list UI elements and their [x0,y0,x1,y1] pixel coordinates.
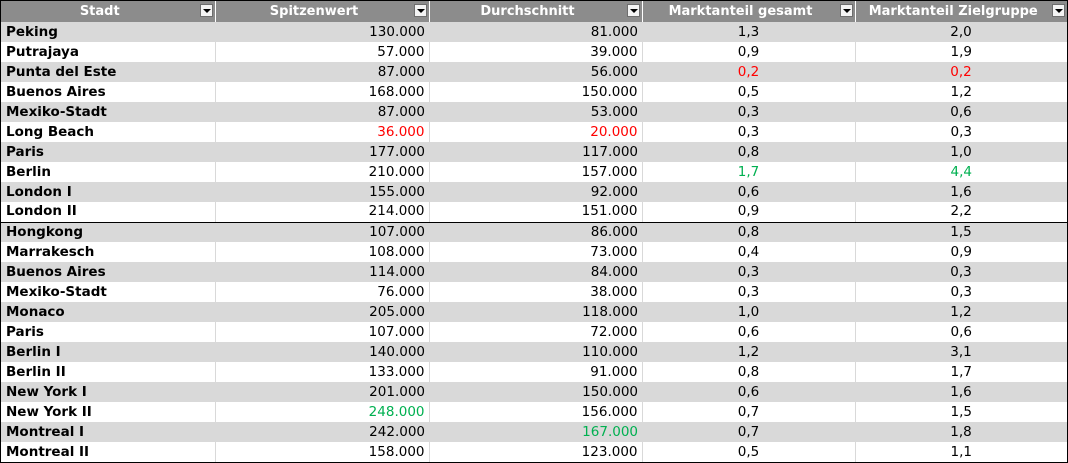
cell-marktanteil-gesamt[interactable]: 1,3 [737,23,760,40]
cell-marktanteil-gesamt[interactable]: 0,9 [642,42,855,62]
cell-durchschnitt[interactable]: 167.000 [582,423,638,440]
table-row [1,322,1067,342]
cell-spitzenwert[interactable]: 114.000 [369,263,425,280]
cell-stadt[interactable]: Long Beach [1,122,215,142]
cell-marktanteil-zielgruppe[interactable]: 0,9 [950,243,972,260]
table-row [1,302,1067,322]
cell-marktanteil-zielgruppe[interactable]: 1,8 [950,423,972,440]
cell-durchschnitt[interactable]: 38.000 [429,282,642,302]
cell-spitzenwert[interactable]: 155.000 [369,183,425,200]
table-row [1,42,1067,62]
filter-dropdown-icon[interactable] [627,4,640,17]
table-row [1,442,1067,462]
cell-stadt[interactable]: Marrakesch [1,242,215,262]
cell-durchschnitt[interactable]: 117.000 [582,143,638,160]
column-header-label: Stadt [79,4,120,19]
cell-durchschnitt[interactable]: 157.000 [429,162,642,182]
cell-marktanteil-gesamt[interactable]: 0,7 [642,402,855,422]
cell-marktanteil-gesamt[interactable]: 1,2 [737,343,760,360]
table-row [1,382,1067,402]
table-row [1,62,1067,82]
cell-stadt[interactable]: Montreal I [6,423,85,440]
cell-marktanteil-zielgruppe[interactable]: 2,2 [855,202,1067,222]
column-header-label: Spitzenwert [269,4,359,19]
table-row [1,22,1067,42]
cell-stadt[interactable]: London I [6,183,72,200]
table-row [1,362,1067,382]
cell-durchschnitt[interactable]: 81.000 [590,23,638,40]
cell-spitzenwert[interactable]: 205.000 [369,303,425,320]
cell-durchschnitt[interactable]: 20.000 [429,122,642,142]
table-row [1,142,1067,162]
cell-marktanteil-zielgruppe[interactable]: 0,3 [950,123,972,140]
column-header-label: Marktanteil Zielgruppe [868,4,1038,19]
column-header-marktanteil-zielgruppe [855,1,1067,22]
cell-stadt[interactable]: New York I [6,383,87,400]
filter-dropdown-icon[interactable] [840,4,853,17]
cell-spitzenwert[interactable]: 36.000 [215,122,429,142]
cell-stadt[interactable]: Mexiko-Stadt [1,282,215,302]
cell-marktanteil-zielgruppe[interactable]: 4,4 [950,163,972,180]
cell-durchschnitt[interactable]: 91.000 [429,362,642,382]
table-header [1,1,1067,22]
cell-marktanteil-gesamt[interactable]: 0,5 [642,82,855,102]
cell-spitzenwert[interactable]: 76.000 [215,282,429,302]
cell-stadt[interactable]: Peking [6,23,58,40]
cell-spitzenwert[interactable]: 248.000 [215,402,429,422]
cell-durchschnitt[interactable]: 123.000 [429,442,642,462]
table-row [1,82,1067,102]
cell-durchschnitt[interactable]: 56.000 [590,63,638,80]
column-header-spitzenwert [215,1,429,22]
table-row [1,342,1067,362]
cell-spitzenwert[interactable]: 214.000 [215,202,429,222]
table-row [1,422,1067,442]
cell-marktanteil-gesamt[interactable]: 1,0 [737,303,760,320]
cell-marktanteil-zielgruppe[interactable]: 2,0 [950,23,972,40]
cell-marktanteil-zielgruppe[interactable]: 1,7 [950,363,972,380]
cell-marktanteil-gesamt[interactable]: 0,6 [737,383,760,400]
cell-spitzenwert[interactable]: 108.000 [215,242,429,262]
table-row [1,122,1067,142]
cell-spitzenwert[interactable]: 210.000 [215,162,429,182]
cell-marktanteil-gesamt[interactable]: 0,8 [737,143,760,160]
cell-stadt[interactable]: Berlin [1,162,215,182]
cell-durchschnitt[interactable]: 92.000 [590,183,638,200]
cell-marktanteil-gesamt[interactable]: 0,3 [642,282,855,302]
table-row [1,282,1067,302]
cell-marktanteil-zielgruppe[interactable]: 1,5 [950,223,972,240]
cell-marktanteil-gesamt[interactable]: 0,5 [642,442,855,462]
cell-marktanteil-gesamt[interactable]: 0,8 [642,362,855,382]
cell-durchschnitt[interactable]: 72.000 [429,322,642,342]
cell-marktanteil-gesamt[interactable]: 0,6 [737,183,760,200]
cell-stadt[interactable]: Punta del Este [6,63,117,80]
cell-marktanteil-zielgruppe[interactable]: 1,2 [950,303,972,320]
cell-marktanteil-zielgruppe[interactable]: 1,5 [950,403,972,420]
cell-spitzenwert[interactable]: 168.000 [215,82,429,102]
cell-spitzenwert[interactable]: 130.000 [369,23,425,40]
cell-stadt[interactable]: Berlin I [6,343,61,360]
cell-durchschnitt[interactable]: 53.000 [590,103,638,120]
table-row [1,162,1067,182]
cell-durchschnitt[interactable]: 151.000 [429,202,642,222]
filter-dropdown-icon[interactable] [1052,4,1065,17]
cell-stadt[interactable]: Berlin II [1,362,215,382]
column-header-label: Durchschnitt [480,4,575,19]
table-row [1,222,1067,242]
cell-spitzenwert[interactable]: 158.000 [215,442,429,462]
cell-marktanteil-zielgruppe[interactable]: 1,9 [950,43,972,60]
cell-marktanteil-zielgruppe[interactable]: 1,2 [950,83,972,100]
cell-spitzenwert[interactable]: 133.000 [215,362,429,382]
table-row [1,102,1067,122]
cell-spitzenwert[interactable]: 140.000 [369,343,425,360]
cell-marktanteil-gesamt[interactable]: 0,6 [642,322,855,342]
cell-marktanteil-zielgruppe[interactable]: 1,6 [950,383,972,400]
cell-stadt[interactable]: New York II [1,402,215,422]
cell-stadt[interactable]: London II [1,202,215,222]
cell-durchschnitt[interactable]: 150.000 [429,82,642,102]
data-table [1,1,1067,462]
cell-spitzenwert[interactable]: 201.000 [369,383,425,400]
cell-marktanteil-zielgruppe[interactable]: 0,6 [950,103,972,120]
cell-marktanteil-zielgruppe[interactable]: 1,0 [950,143,972,160]
table-row [1,182,1067,202]
cell-marktanteil-gesamt[interactable]: 1,7 [642,162,855,182]
cell-durchschnitt[interactable]: 84.000 [590,263,638,280]
cell-spitzenwert[interactable]: 107.000 [215,322,429,342]
table-body [1,22,1067,462]
filter-dropdown-icon[interactable] [200,4,213,17]
table-row [1,262,1067,282]
filter-dropdown-icon[interactable] [414,4,427,17]
cell-spitzenwert[interactable]: 57.000 [215,42,429,62]
cell-stadt[interactable]: Monaco [6,303,65,320]
cell-stadt[interactable]: Buenos Aires [6,263,106,280]
cell-marktanteil-gesamt[interactable]: 0,2 [737,63,760,80]
cell-stadt[interactable]: Paris [1,322,215,342]
cell-durchschnitt[interactable]: 39.000 [429,42,642,62]
cell-spitzenwert[interactable]: 177.000 [369,143,425,160]
cell-spitzenwert[interactable]: 242.000 [369,423,425,440]
cell-stadt[interactable]: Putrajaya [1,42,215,62]
cell-stadt[interactable]: Mexiko-Stadt [6,103,107,120]
cell-marktanteil-gesamt[interactable]: 0,9 [642,202,855,222]
cell-marktanteil-zielgruppe[interactable]: 1,6 [950,183,972,200]
cell-spitzenwert[interactable]: 87.000 [377,63,425,80]
cell-durchschnitt[interactable]: 86.000 [590,223,638,240]
cell-marktanteil-zielgruppe[interactable]: 3,1 [950,343,972,360]
column-header-label: Marktanteil gesamt [668,4,813,19]
table-row [1,402,1067,422]
column-header-marktanteil-gesamt [642,1,855,22]
cell-marktanteil-gesamt[interactable]: 0,7 [737,423,760,440]
cell-marktanteil-gesamt[interactable]: 0,3 [737,263,760,280]
cell-spitzenwert[interactable]: 107.000 [369,223,425,240]
cell-durchschnitt[interactable]: 118.000 [582,303,638,320]
cell-marktanteil-gesamt[interactable]: 0,3 [737,103,760,120]
column-header-stadt [1,1,215,22]
table-row [1,242,1067,262]
cell-marktanteil-zielgruppe[interactable]: 0,3 [950,263,972,280]
column-header-durchschnitt [429,1,642,22]
cell-durchschnitt[interactable]: 156.000 [429,402,642,422]
cell-durchschnitt[interactable]: 110.000 [582,343,638,360]
cell-marktanteil-zielgruppe[interactable]: 0,6 [950,323,972,340]
cell-marktanteil-zielgruppe[interactable]: 0,2 [950,63,972,80]
cell-durchschnitt[interactable]: 73.000 [429,242,642,262]
cell-stadt[interactable]: Montreal II [1,442,215,462]
cell-stadt[interactable]: Buenos Aires [1,82,215,102]
cell-spitzenwert[interactable]: 87.000 [377,103,425,120]
cell-marktanteil-zielgruppe[interactable]: 0,3 [950,283,972,300]
cell-marktanteil-gesamt[interactable]: 0,4 [642,242,855,262]
cell-marktanteil-zielgruppe[interactable]: 1,1 [950,443,972,460]
cell-marktanteil-gesamt[interactable]: 0,3 [642,122,855,142]
cell-marktanteil-gesamt[interactable]: 0,8 [737,223,760,240]
header-row [1,1,1067,22]
cell-stadt[interactable]: Hongkong [6,223,84,240]
cell-stadt[interactable]: Paris [6,143,44,160]
table-row [1,202,1067,222]
cell-durchschnitt[interactable]: 150.000 [582,383,638,400]
